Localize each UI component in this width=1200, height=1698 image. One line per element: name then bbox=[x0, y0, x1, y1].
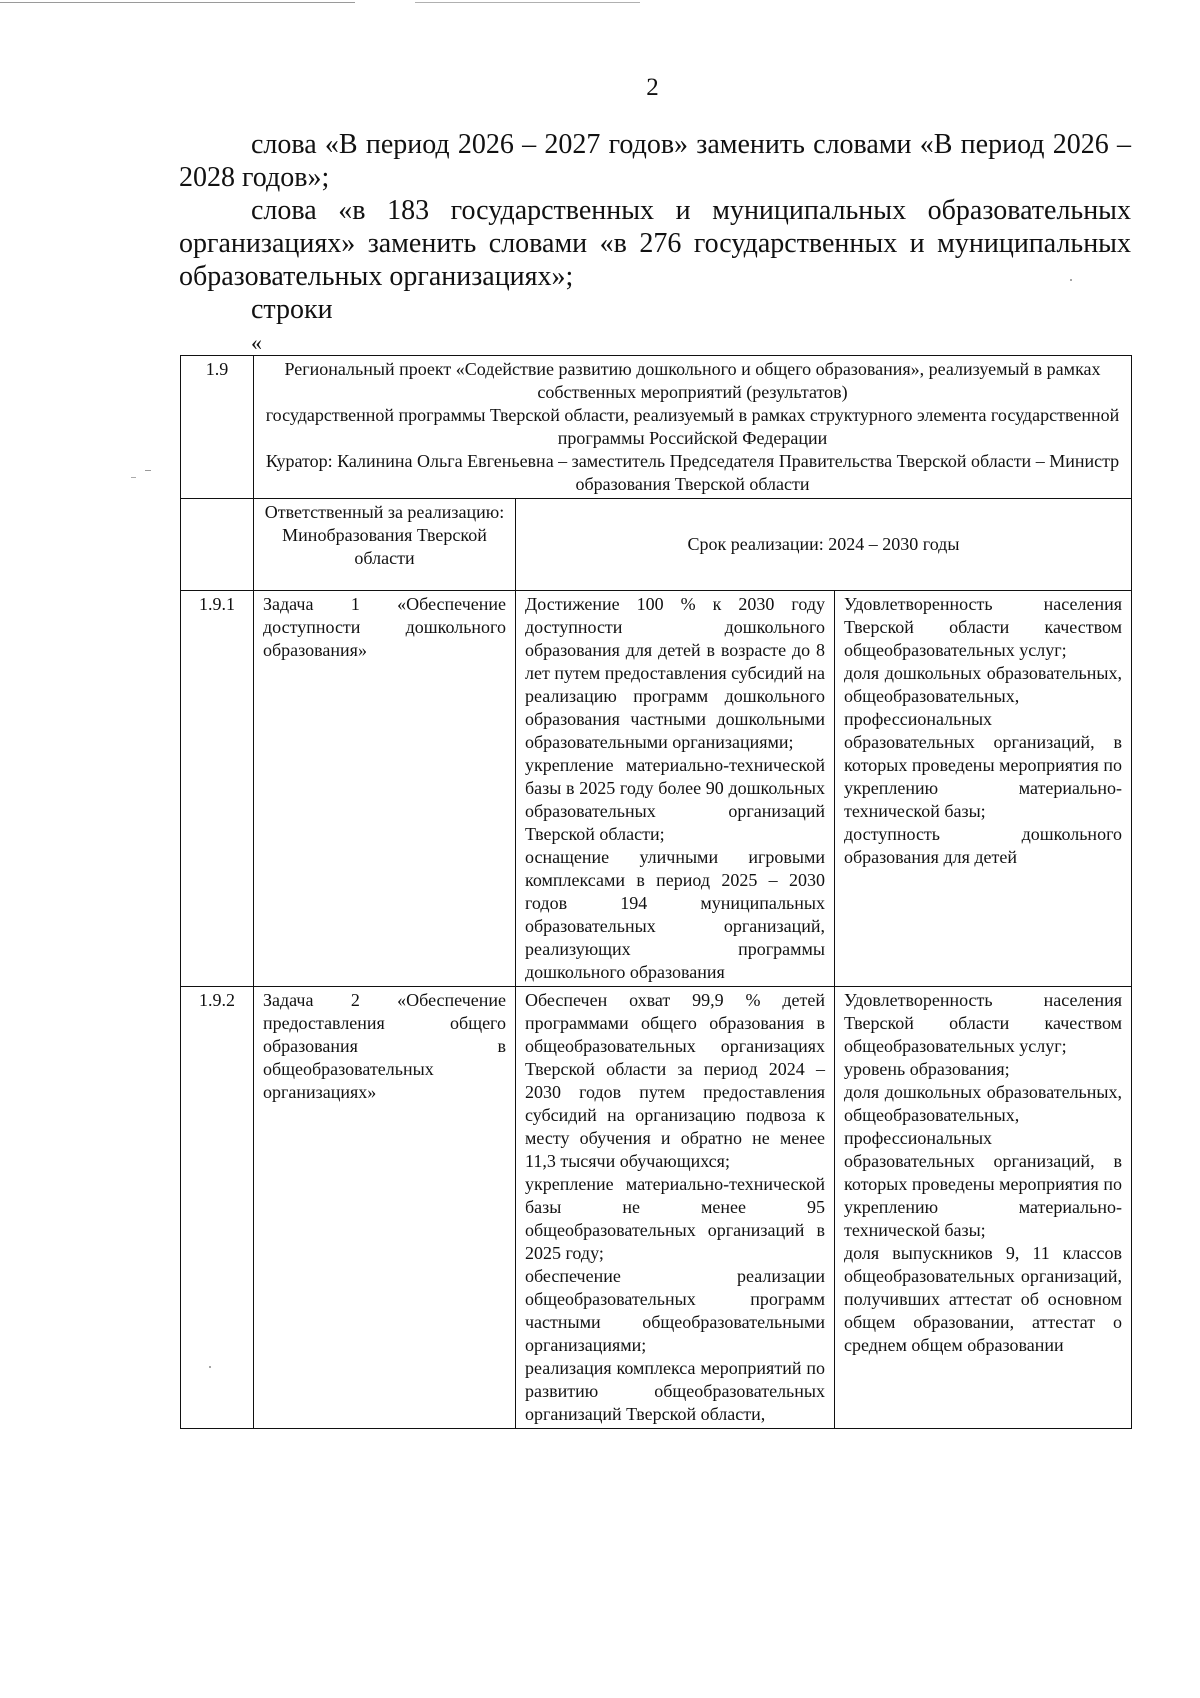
indicators-cell: Удовлетворенность населения Тверской области качеством общеобразовательных услуг; уровень образования; доля дошкольных образовательных, общеобразовательных, профессиональных образовательных организаций, в которых проведены мероприятия по укреплению материально-технической базы; доля выпускников 9, 11 классов общеобразовательных организаций, получивших аттестат об основном общем образовании, аттестат о среднем общем образовании bbox=[835, 987, 1132, 1429]
task-cell: Задача 2 «Обеспечение предоставления общего образования в общеобразовательных организациях» bbox=[254, 987, 516, 1429]
scan-edge-line bbox=[0, 2, 355, 3]
scan-edge-line bbox=[415, 2, 640, 3]
empty-cell bbox=[181, 499, 254, 591]
table-row bbox=[181, 591, 1132, 987]
amendment-table bbox=[180, 355, 1132, 1429]
result-cell: Достижение 100 % к 2030 году доступности дошкольного образования для детей в возрасте до 8 лет путем предоставления субсидий на реализацию программ дошкольного образования частными дошкольными образовательными организациями; укрепление материально-технической базы в 2025 году более 90 дошкольных образовательных организаций Тверской области; оснащение уличными игровыми комплексами в период 2025 – 2030 годов 194 муниципальных образовательных организаций, реализующих программы дошкольного образования bbox=[516, 591, 835, 987]
intro-text bbox=[179, 128, 1131, 326]
row-number: 1.9 bbox=[181, 356, 254, 499]
table-row-1-9 bbox=[181, 356, 1132, 499]
project-title-cell: Региональный проект «Содействие развитию дошкольного и общего образования», реализуемый в рамках собственных мероприятий (результатов) государственной программы Тверской области, реализуемый в рамках структурного элемента государственной программы Российской Федерации Куратор: Калинина Ольга Евгеньевна – заместитель Председателя Правительства Тверской области – Министр образования Тверской области bbox=[254, 356, 1132, 499]
margin-mark bbox=[131, 477, 136, 478]
intro-paragraph: слова «в 183 государственных и муниципальных образовательных организациях» заменить словами «в 276 государственных и муниципальных образовательных организациях»; bbox=[179, 195, 1131, 292]
row-number: 1.9.1 bbox=[181, 591, 254, 987]
row-number: 1.9.2 bbox=[181, 987, 254, 1429]
result-cell: Обеспечен охват 99,9 % детей программами общего образования в общеобразовательных организациях Тверской области за период 2024 – 2030 годов путем предоставления субсидий на организацию подвоза к месту обучения и обратно не менее 11,3 тысячи обучающихся; укрепление материально-технической базы не менее 95 общеобразовательных организаций в 2025 году; обеспечение реализации общеобразовательных программ частными общеобразовательными организациями; реализация комплекса мероприятий по развитию общеобразовательных организаций Тверской области, bbox=[516, 987, 835, 1429]
responsible-cell: Ответственный за реализацию: Минобразования Тверской области bbox=[254, 499, 516, 591]
margin-mark bbox=[145, 470, 151, 471]
table-row bbox=[181, 987, 1132, 1429]
indicators-cell: Удовлетворенность населения Тверской области качеством общеобразовательных услуг; доля дошкольных образовательных, общеобразовательных, профессиональных образовательных организаций, в которых проведены мероприятия по укреплению материально-технической базы; доступность дошкольного образования для детей bbox=[835, 591, 1132, 987]
intro-paragraph: строки bbox=[251, 294, 333, 325]
term-cell: Срок реализации: 2024 – 2030 годы bbox=[516, 499, 1132, 591]
task-cell: Задача 1 «Обеспечение доступности дошкольного образования» bbox=[254, 591, 516, 987]
opening-quote: « bbox=[251, 330, 262, 355]
intro-paragraph: слова «В период 2026 – 2027 годов» заменить словами «В период 2026 – 2028 годов»; bbox=[179, 129, 1131, 193]
page-number: 2 bbox=[646, 74, 659, 101]
table-row-responsible bbox=[181, 499, 1132, 591]
